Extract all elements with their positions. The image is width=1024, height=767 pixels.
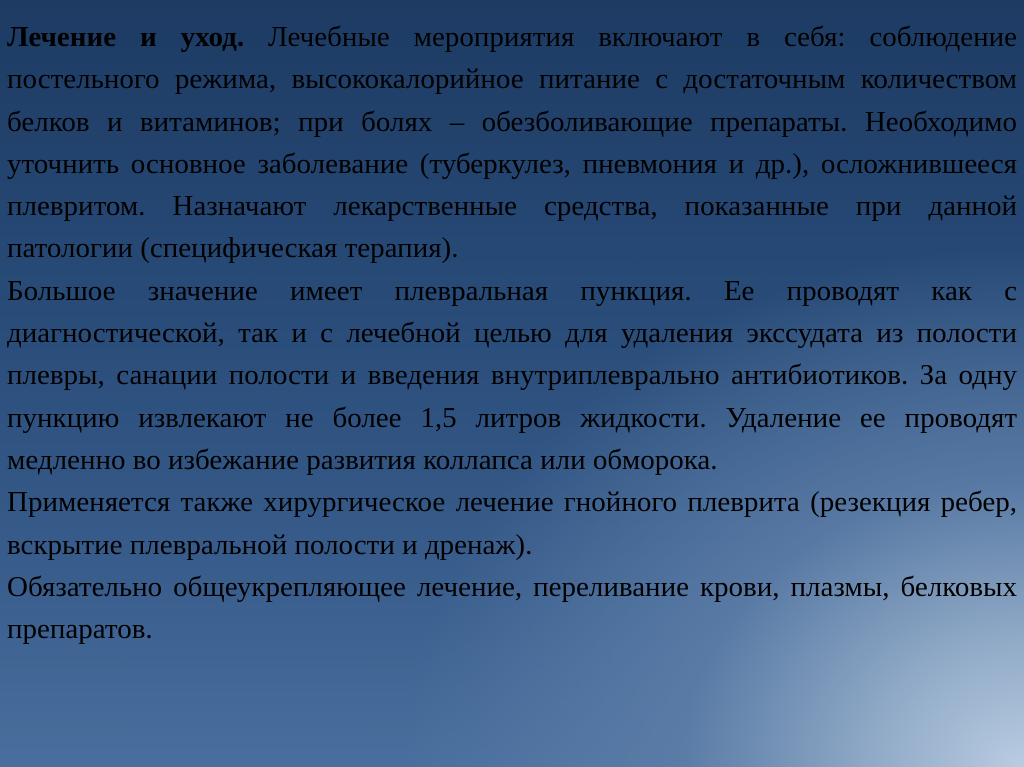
paragraph-general-treatment [7,566,1017,651]
paragraph-text: Большое значение имеет плевральная пункция. Ее проводят как с диагностической, так и с лечебной целью для удаления экссудата из полости плевры, санации полости и введения внутриплеврально антибиотиков. За одну пункцию извлекают не более 1,5 литров жидкости. Удаление ее проводят медленно во избежание развития коллапса или обморока. [7,274,1017,476]
paragraph-text: Применяется также хирургическое лечение гнойного плеврита (резекция ребер, вскрытие плевральной полости и дренаж). [7,486,1017,561]
paragraph-heading: Лечение и уход. [7,21,245,53]
paragraph-text: Обязательно общеукрепляющее лечение, переливание крови, плазмы, белковых препаратов. [7,570,1017,646]
paragraph-text: Лечебные мероприятия включают в себя: соблюдение постельного режима, высококалорийное питание с достаточным количеством белков и витаминов; при болях – обезболивающие препараты. Необходимо уточнить основное заболевание (туберкулез, пневмония и др.), осложнившееся плевритом. Назначают лекарственные средства, показанные при данной патологии (специфическая терапия). [7,21,1018,265]
paragraph-treatment-and-care [7,16,1017,270]
paragraph-pleural-puncture [7,270,1017,481]
paragraph-surgical-treatment [7,481,1017,566]
slide-body [7,16,1017,650]
